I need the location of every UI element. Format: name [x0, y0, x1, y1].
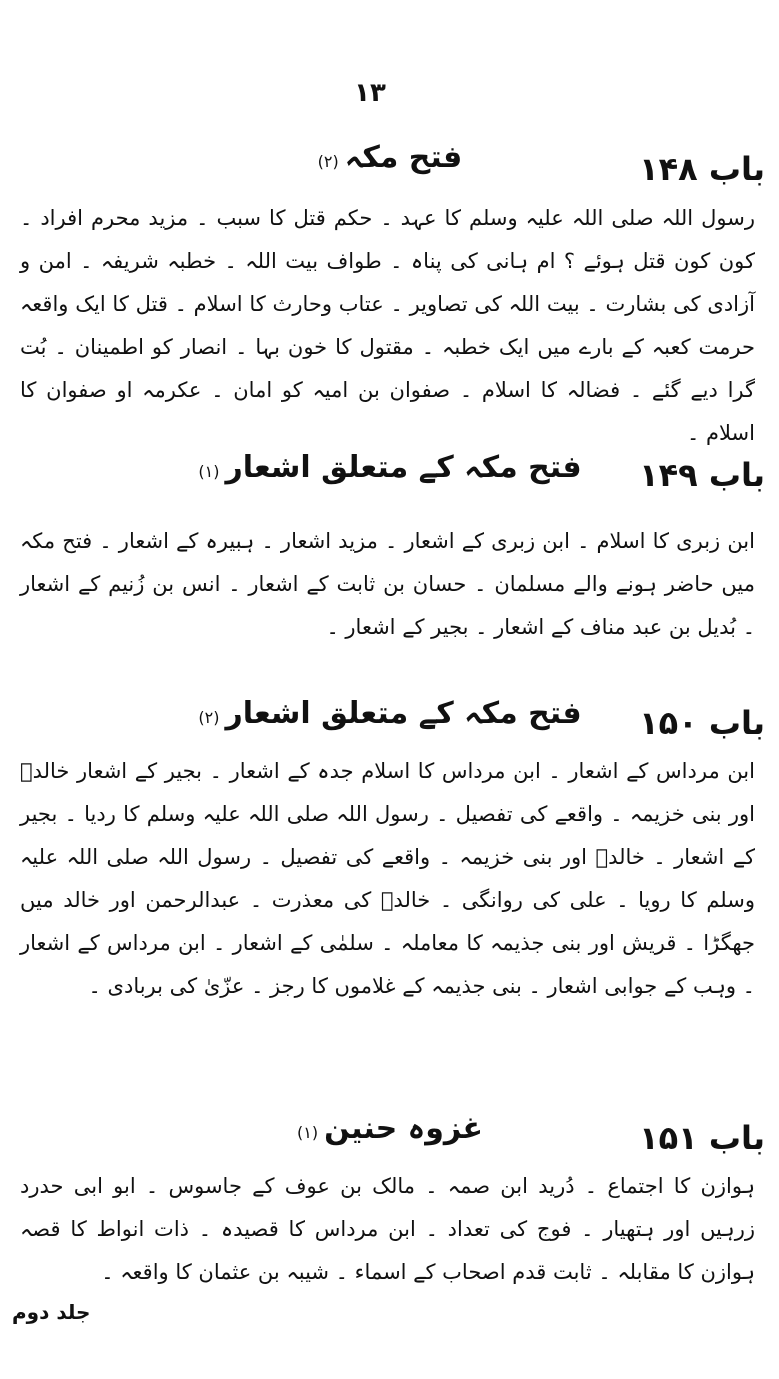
chapter-part: (۱) [198, 462, 220, 481]
chapter-title-text: فتح مکہ کے متعلق اشعار [225, 450, 582, 485]
chapter-title [170, 450, 610, 485]
chapter-summary: ابن زبری کا اسلام ۔ ابن زبری کے اشعار ۔ مزید اشعار ۔ ہبیرہ کے اشعار ۔ فتح مکہ میں حاضر ہونے والے مسلمان ۔ حسان بن ثابت کے اشعار ۔ انس بن زُنیم کے اشعار ۔ بُدیل بن عبد مناف کے اشعار ۔ بجیر کے اشعار ۔ [20, 529, 755, 639]
chapter-title [170, 140, 610, 175]
page-number: ۱۳ [354, 78, 386, 108]
chapter-part: (۲) [317, 152, 339, 171]
chapter-part: (۲) [198, 708, 220, 727]
chapter-label: باب ۱۴۹ [639, 456, 765, 494]
chapter-label: باب ۱۵۰ [639, 704, 765, 742]
chapter-title-text: فتح مکہ کے متعلق اشعار [225, 696, 582, 731]
chapter-summary: ابن مرداس کے اشعار ۔ ابن مرداس کا اسلام جدہ کے اشعار ۔ بجیر کے اشعار خالدؓ اور بنی خزیمہ ۔ واقعے کی تفصیل ۔ رسول اللہ صلی اللہ علیہ وسلم کا ردیا ۔ بجیر کے اشعار ۔ خالدؓ اور بنی خزیمہ ۔ واقعے کی تفصیل ۔ رسول اللہ صلی اللہ علیہ وسلم کا رویا ۔ علی کی روانگی ۔ خالدؓ کی معذرت ۔ عبدالرحمن اور خالد میں جھگڑا ۔ قریش اور بنی جذیمہ کا معاملہ ۔ سلمٰی کے اشعار ۔ ابن مرداس کے اشعار ۔ وہب کے جوابی اشعار ۔ بنی جذیمہ کے غلاموں کا رجز ۔ عزّیٰ کی بربادی ۔ [20, 759, 755, 998]
chapter-title [170, 1111, 610, 1146]
chapter-label: باب ۱۴۸ [639, 150, 765, 188]
chapter-title-text: غزوہ حنین [324, 1111, 484, 1146]
chapter-title-text: فتح مکہ [344, 140, 463, 175]
chapter-part: (۱) [296, 1123, 319, 1142]
chapter-title [170, 696, 610, 731]
chapter-summary: ہوازن کا اجتماع ۔ دُرید ابن صمہ ۔ مالک بن عوف کے جاسوس ۔ ابو ابی حدرد زرہیں اور ہتھیار ۔ فوج کی تعداد ۔ ابن مرداس کا قصیدہ ۔ ذات انواط کا قصہ ہوازن کا مقابلہ ۔ ثابت قدم اصحاب کے اسماء ۔ شیبہ بن عثمان کا واقعہ ۔ [20, 1174, 755, 1284]
chapter-label: باب ۱۵۱ [639, 1119, 765, 1157]
chapter-summary: رسول اللہ صلی اللہ علیہ وسلم کا عہد ۔ حکم قتل کا سبب ۔ مزید محرم افراد ۔ کون کون قتل ہوئے ؟ ام ہانی کی پناہ ۔ طواف بیت اللہ ۔ خطبہ شریفہ ۔ امن و آزادی کی بشارت ۔ بیت اللہ کی تصاویر ۔ عتاب وحارث کا اسلام ۔ قتل کا ایک واقعہ حرمت کعبہ کے بارے میں ایک خطبہ ۔ مقتول کا خون بہا ۔ انصار کو اطمینان ۔ بُت گرا دیے گئے ۔ فضالہ کا اسلام ۔ صفوان بن امیہ کو امان ۔ عکرمہ او صفوان کا اسلام ۔ [20, 206, 755, 445]
volume-footer: جلد دوم [12, 1300, 91, 1324]
